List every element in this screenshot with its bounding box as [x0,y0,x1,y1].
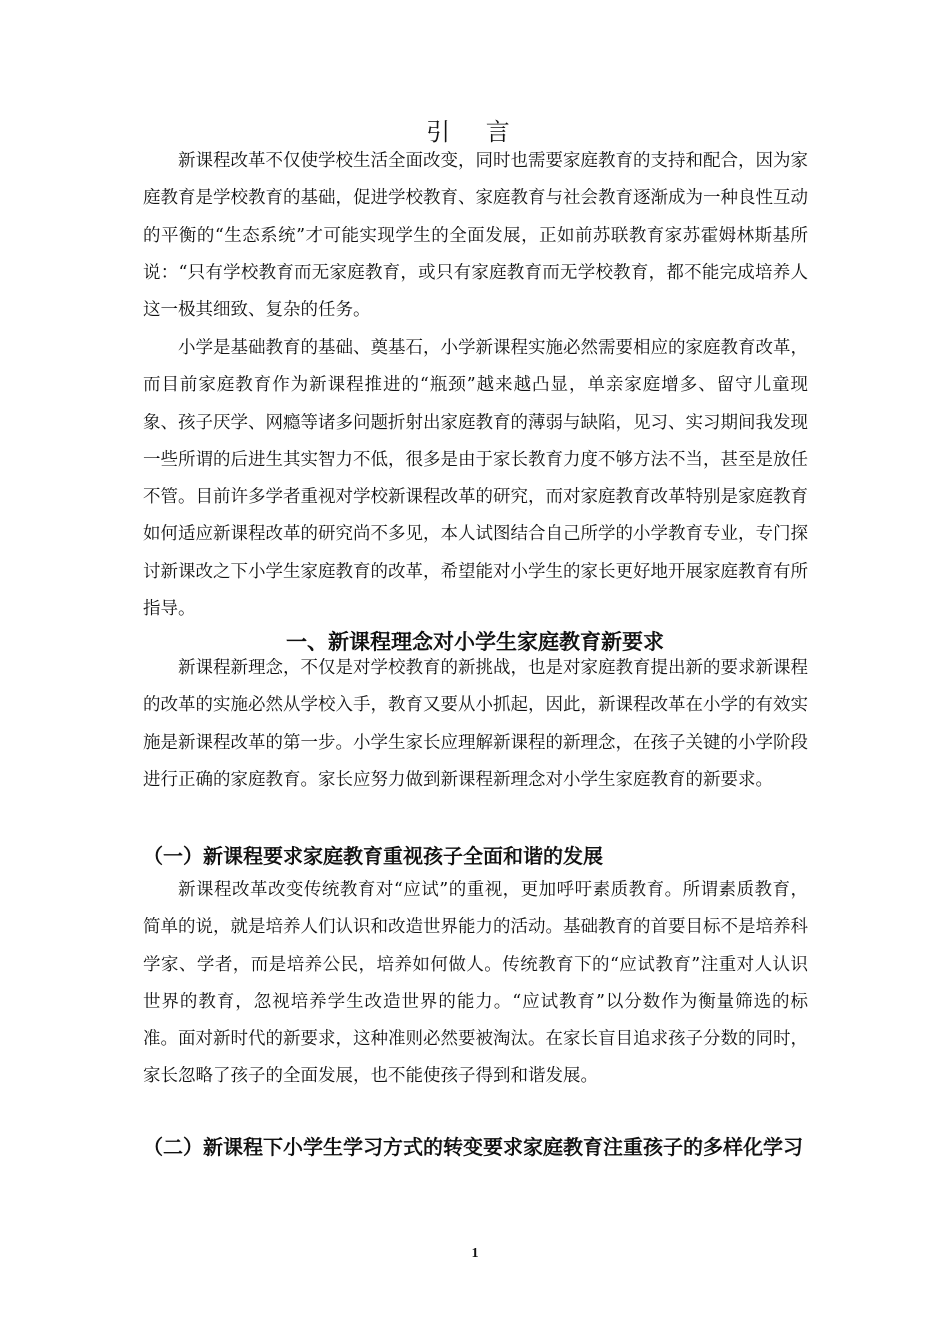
subsection-2-heading: （二）新课程下小学生学习方式的转变要求家庭教育注重孩子的多样化学习 [143,1135,803,1159]
intro-title: 引 言 [426,118,524,146]
section-1-heading: 一、新课程理念对小学生家庭教育新要求 [286,630,664,654]
section-1-paragraph: 新课程新理念，不仅是对学校教育的新挑战，也是对家庭教育提出新的要求新课程的改革的实施必然从学校入手，教育又要从小抓起，因此，新课程改革在小学的有效实施是新课程改革的第一步。小学生家长应理解新课程的新理念，在孩子关键的小学阶段进行正确的家庭教育。家长应努力做到新课程新理念对小学生家庭教育的新要求。 [143,658,808,790]
intro-paragraph-2: 小学是基础教育的基础、奠基石，小学新课程实施必然需要相应的家庭教育改革，而目前家庭教育作为新课程推进的“瓶颈”越来越凸显，单亲家庭增多、留守儿童现象、孩子厌学、网瘾等诸多问题折射出家庭教育的薄弱与缺陷，见习、实习期间我发现一些所谓的后进生其实智力不低，很多是由于家长教育力度不够方法不当，甚至是放任不管。目前许多学者重视对学校新课程改革的研究，而对家庭教育改革特别是家庭教育如何适应新课程改革的研究尚不多见，本人试图结合自己所学的小学教育专业，专门探讨新课改之下小学生家庭教育的改革，希望能对小学生的家长更好地开展家庭教育有所指导。 [143,338,808,620]
subsection-1-heading: （一）新课程要求家庭教育重视孩子全面和谐的发展 [143,844,603,868]
subsection-1-paragraph: 新课程改革改变传统教育对“应试”的重视，更加呼吁素质教育。所谓素质教育，简单的说，就是培养人们认识和改造世界能力的活动。基础教育的首要目标不是培养科学家、学者，而是培养公民，培养如何做人。传统教育下的“应试教育”注重对人认识世界的教育，忽视培养学生改造世界的能力。“应试教育”以分数作为衡量筛选的标准。面对新时代的新要求，这种准则必然要被淘汰。在家长盲目追求孩子分数的同时，家长忽略了孩子的全面发展，也不能使孩子得到和谐发展。 [143,880,808,1087]
page-number: 1 [471,1246,479,1261]
intro-paragraph-1: 新课程改革不仅使学校生活全面改变，同时也需要家庭教育的支持和配合，因为家庭教育是学校教育的基础，促进学校教育、家庭教育与社会教育逐渐成为一种良性互动的平衡的“生态系统”才可能实现学生的全面发展，正如前苏联教育家苏霍姆林斯基所说：“只有学校教育而无家庭教育，或只有家庭教育而无学校教育，都不能完成培养人这一极其细致、复杂的任务。 [143,151,808,321]
